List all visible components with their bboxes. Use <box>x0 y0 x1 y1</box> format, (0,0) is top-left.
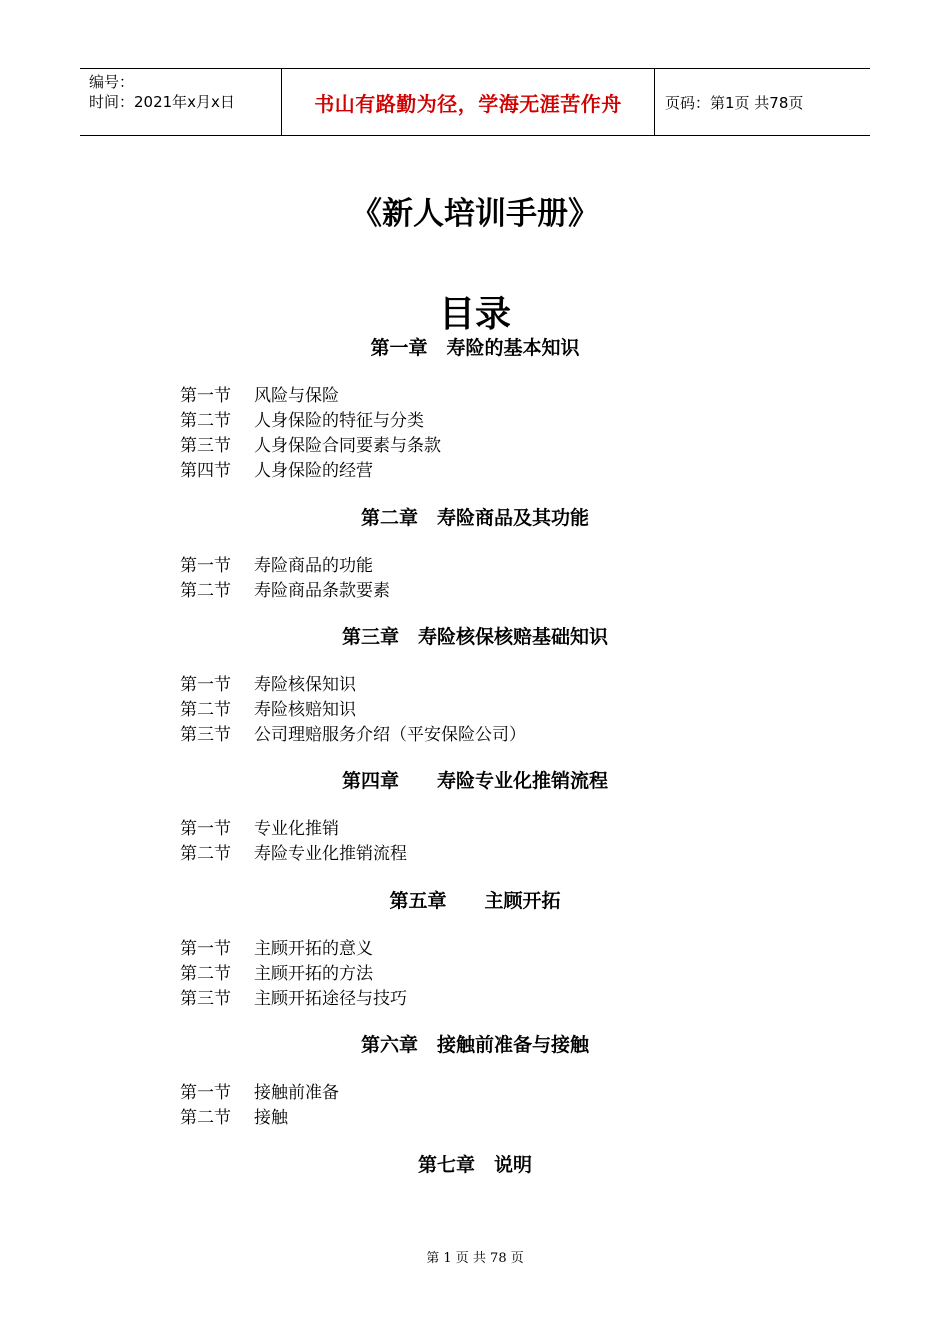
section-number: 第四节 <box>180 461 231 481</box>
chapter-2-section-2 <box>180 576 390 601</box>
chapter-7-title: 第七章 说明 <box>417 1154 532 1176</box>
header-time: 时间：2021年x月x日 <box>89 93 235 111</box>
section-number: 第二节 <box>180 964 231 984</box>
section-name: 公司理赔服务介绍（平安保险公司） <box>254 725 526 745</box>
section-name: 主顾开拓的意义 <box>254 939 373 959</box>
section-name: 接触前准备 <box>254 1083 339 1103</box>
chapter-3-section-2 <box>180 695 356 720</box>
chapter-6-section-2 <box>180 1103 288 1128</box>
header-table <box>80 68 870 136</box>
section-number: 第二节 <box>180 1108 231 1128</box>
chapter-3-title: 第三章 寿险核保核赔基础知识 <box>341 626 608 648</box>
section-number: 第一节 <box>180 556 231 576</box>
section-number: 第一节 <box>180 819 231 839</box>
toc-heading: 目录 <box>438 294 511 335</box>
section-number: 第三节 <box>180 989 231 1009</box>
section-name: 寿险核赔知识 <box>254 700 356 720</box>
chapter-5-section-1 <box>180 934 373 959</box>
document-title: 《新人培训手册》 <box>351 196 599 232</box>
chapter-2-title: 第二章 寿险商品及其功能 <box>360 507 589 529</box>
chapter-4-section-2 <box>180 839 407 864</box>
section-name: 人身保险的特征与分类 <box>254 411 424 431</box>
section-name: 风险与保险 <box>254 386 339 406</box>
chapter-1-section-3 <box>180 431 441 456</box>
chapter-5-section-3 <box>180 984 407 1009</box>
section-number: 第二节 <box>180 411 231 431</box>
section-number: 第二节 <box>180 700 231 720</box>
section-number: 第二节 <box>180 844 231 864</box>
section-number: 第一节 <box>180 939 231 959</box>
section-number: 第二节 <box>180 581 231 601</box>
header-page-info: 页码：第1页 共78页 <box>665 93 804 112</box>
page-footer: 第 1 页 共 78 页 <box>426 1251 524 1266</box>
chapter-4-title: 第四章 寿险专业化推销流程 <box>341 770 608 792</box>
section-number: 第三节 <box>180 725 231 745</box>
section-name: 人身保险的经营 <box>254 461 373 481</box>
chapter-4-section-1 <box>180 814 339 839</box>
chapter-3-section-3 <box>180 720 526 745</box>
section-number: 第一节 <box>180 675 231 695</box>
section-name: 专业化推销 <box>254 819 339 839</box>
header-motto: 书山有路勤为径，学海无涯苦作舟 <box>282 69 655 135</box>
section-number: 第一节 <box>180 1083 231 1103</box>
chapter-3-section-1 <box>180 670 356 695</box>
section-name: 人身保险合同要素与条款 <box>254 436 441 456</box>
section-name: 寿险商品的功能 <box>254 556 373 576</box>
section-name: 寿险核保知识 <box>254 675 356 695</box>
chapter-1-title: 第一章 寿险的基本知识 <box>370 337 580 359</box>
chapter-6-section-1 <box>180 1078 339 1103</box>
section-name: 接触 <box>254 1108 288 1128</box>
section-name: 主顾开拓途径与技巧 <box>254 989 407 1009</box>
section-name: 主顾开拓的方法 <box>254 964 373 984</box>
header-number: 编号： <box>89 73 135 91</box>
section-number: 第一节 <box>180 386 231 406</box>
header-left-cell <box>80 69 282 135</box>
chapter-5-section-2 <box>180 959 373 984</box>
chapter-6-title: 第六章 接触前准备与接触 <box>360 1034 589 1056</box>
chapter-2-section-1 <box>180 551 373 576</box>
chapter-5-title: 第五章 主顾开拓 <box>389 890 561 912</box>
chapter-1-section-1 <box>180 381 339 406</box>
section-name: 寿险专业化推销流程 <box>254 844 407 864</box>
chapter-1-section-2 <box>180 406 424 431</box>
chapter-1-section-4 <box>180 456 373 481</box>
section-name: 寿险商品条款要素 <box>254 581 390 601</box>
section-number: 第三节 <box>180 436 231 456</box>
